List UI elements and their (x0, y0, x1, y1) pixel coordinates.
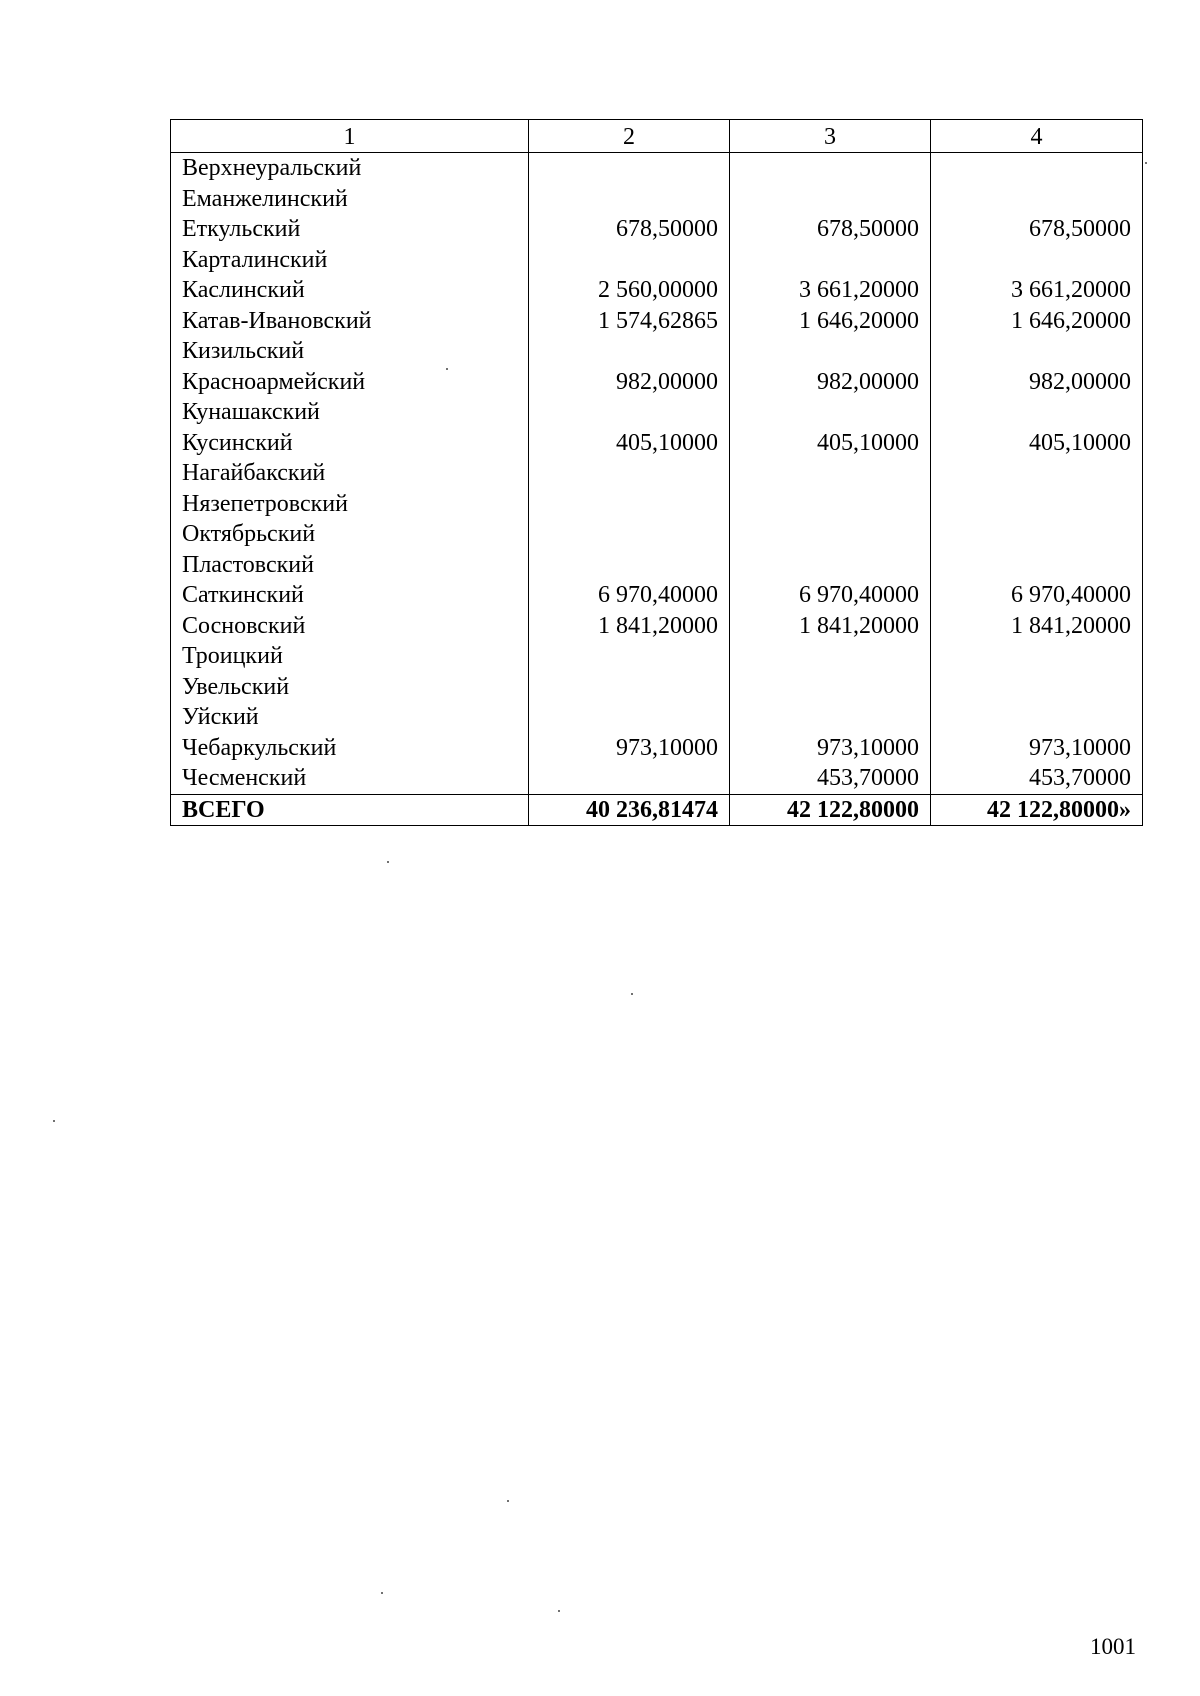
table-row (171, 367, 1143, 398)
value-cell-col4: 678,50000 (931, 214, 1143, 245)
value-cell-col2 (529, 336, 730, 367)
value-cell-col3 (730, 550, 931, 581)
table-row (171, 458, 1143, 489)
value-cell-col4: 973,10000 (931, 733, 1143, 764)
value-cell-col4 (931, 489, 1143, 520)
district-name-cell: Саткинский (171, 580, 529, 611)
table-row (171, 397, 1143, 428)
value-cell-col4: 405,10000 (931, 428, 1143, 459)
table-row (171, 153, 1143, 184)
district-name-cell: Сосновский (171, 611, 529, 642)
value-cell-col3 (730, 245, 931, 276)
district-name-cell: Карталинский (171, 245, 529, 276)
total-value-col4: 42 122,80000» (931, 794, 1143, 826)
scan-speck (381, 1592, 383, 1594)
table-row (171, 519, 1143, 550)
value-cell-col2 (529, 519, 730, 550)
district-name-cell: Еманжелинский (171, 184, 529, 215)
value-cell-col3: 982,00000 (730, 367, 931, 398)
table-row (171, 245, 1143, 276)
value-cell-col4 (931, 245, 1143, 276)
district-name-cell: Октябрьский (171, 519, 529, 550)
value-cell-col2: 405,10000 (529, 428, 730, 459)
value-cell-col3 (730, 519, 931, 550)
district-name-cell: Катав-Ивановский (171, 306, 529, 337)
total-label: ВСЕГО (171, 794, 529, 826)
value-cell-col3: 973,10000 (730, 733, 931, 764)
value-cell-col4 (931, 184, 1143, 215)
page-number: 1001 (1090, 1634, 1136, 1659)
value-cell-col3: 453,70000 (730, 763, 931, 794)
table-row (171, 489, 1143, 520)
district-name-cell: Чебаркульский (171, 733, 529, 764)
value-cell-col4: 6 970,40000 (931, 580, 1143, 611)
total-value-col2: 40 236,81474 (529, 794, 730, 826)
value-cell-col3 (730, 153, 931, 184)
value-cell-col4 (931, 336, 1143, 367)
value-cell-col2 (529, 550, 730, 581)
value-cell-col3 (730, 702, 931, 733)
table-body (171, 153, 1143, 826)
data-table (170, 119, 1143, 826)
table-row (171, 733, 1143, 764)
value-cell-col3 (730, 489, 931, 520)
table-row (171, 428, 1143, 459)
total-row (171, 794, 1143, 826)
value-cell-col4: 453,70000 (931, 763, 1143, 794)
district-name-cell: Нязепетровский (171, 489, 529, 520)
header-cell: 4 (931, 120, 1143, 153)
table-row (171, 763, 1143, 794)
value-cell-col4 (931, 519, 1143, 550)
value-cell-col3 (730, 397, 931, 428)
header-row (171, 120, 1143, 153)
value-cell-col2: 6 970,40000 (529, 580, 730, 611)
value-cell-col3 (730, 458, 931, 489)
scan-speck (631, 993, 633, 995)
value-cell-col2 (529, 702, 730, 733)
district-name-cell: Кизильский (171, 336, 529, 367)
value-cell-col3: 1 841,20000 (730, 611, 931, 642)
district-name-cell: Кунашакский (171, 397, 529, 428)
value-cell-col4 (931, 458, 1143, 489)
value-cell-col2: 1 841,20000 (529, 611, 730, 642)
table-row (171, 580, 1143, 611)
value-cell-col3 (730, 641, 931, 672)
value-cell-col3: 678,50000 (730, 214, 931, 245)
value-cell-col3 (730, 672, 931, 703)
value-cell-col2 (529, 184, 730, 215)
table-row (171, 306, 1143, 337)
district-name-cell: Троицкий (171, 641, 529, 672)
value-cell-col3: 3 661,20000 (730, 275, 931, 306)
value-cell-col2 (529, 458, 730, 489)
value-cell-col2: 973,10000 (529, 733, 730, 764)
value-cell-col4: 3 661,20000 (931, 275, 1143, 306)
header-cell: 2 (529, 120, 730, 153)
table-row (171, 550, 1143, 581)
value-cell-col4: 1 841,20000 (931, 611, 1143, 642)
table-row (171, 275, 1143, 306)
value-cell-col4: 1 646,20000 (931, 306, 1143, 337)
value-cell-col2 (529, 245, 730, 276)
value-cell-col4: 982,00000 (931, 367, 1143, 398)
table-row (171, 672, 1143, 703)
table-row (171, 611, 1143, 642)
value-cell-col2: 2 560,00000 (529, 275, 730, 306)
scan-speck (558, 1610, 560, 1612)
value-cell-col2 (529, 489, 730, 520)
table-row (171, 214, 1143, 245)
value-cell-col2: 982,00000 (529, 367, 730, 398)
district-name-cell: Еткульский (171, 214, 529, 245)
value-cell-col3 (730, 336, 931, 367)
header-cell: 3 (730, 120, 931, 153)
value-cell-col2: 1 574,62865 (529, 306, 730, 337)
scan-speck (446, 368, 448, 370)
value-cell-col3 (730, 184, 931, 215)
district-name-cell: Чесменский (171, 763, 529, 794)
value-cell-col4 (931, 641, 1143, 672)
district-name-cell: Увельский (171, 672, 529, 703)
value-cell-col3: 405,10000 (730, 428, 931, 459)
value-cell-col3: 6 970,40000 (730, 580, 931, 611)
district-name-cell: Пластовский (171, 550, 529, 581)
value-cell-col2 (529, 763, 730, 794)
district-name-cell: Красноармейский (171, 367, 529, 398)
scan-speck (1145, 162, 1147, 164)
value-cell-col4 (931, 397, 1143, 428)
value-cell-col2 (529, 397, 730, 428)
total-value-col3: 42 122,80000 (730, 794, 931, 826)
value-cell-col2 (529, 641, 730, 672)
value-cell-col2 (529, 153, 730, 184)
table-row (171, 184, 1143, 215)
value-cell-col4 (931, 550, 1143, 581)
district-name-cell: Каслинский (171, 275, 529, 306)
table-row (171, 702, 1143, 733)
value-cell-col4 (931, 672, 1143, 703)
scan-speck (507, 1500, 509, 1502)
value-cell-col2 (529, 672, 730, 703)
scan-speck (387, 861, 389, 863)
value-cell-col2: 678,50000 (529, 214, 730, 245)
table-row (171, 336, 1143, 367)
value-cell-col4 (931, 153, 1143, 184)
district-name-cell: Кусинский (171, 428, 529, 459)
district-name-cell: Уйский (171, 702, 529, 733)
district-name-cell: Нагайбакский (171, 458, 529, 489)
table-row (171, 641, 1143, 672)
value-cell-col3: 1 646,20000 (730, 306, 931, 337)
value-cell-col4 (931, 702, 1143, 733)
district-name-cell: Верхнеуральский (171, 153, 529, 184)
scan-speck (53, 1120, 55, 1122)
header-cell: 1 (171, 120, 529, 153)
